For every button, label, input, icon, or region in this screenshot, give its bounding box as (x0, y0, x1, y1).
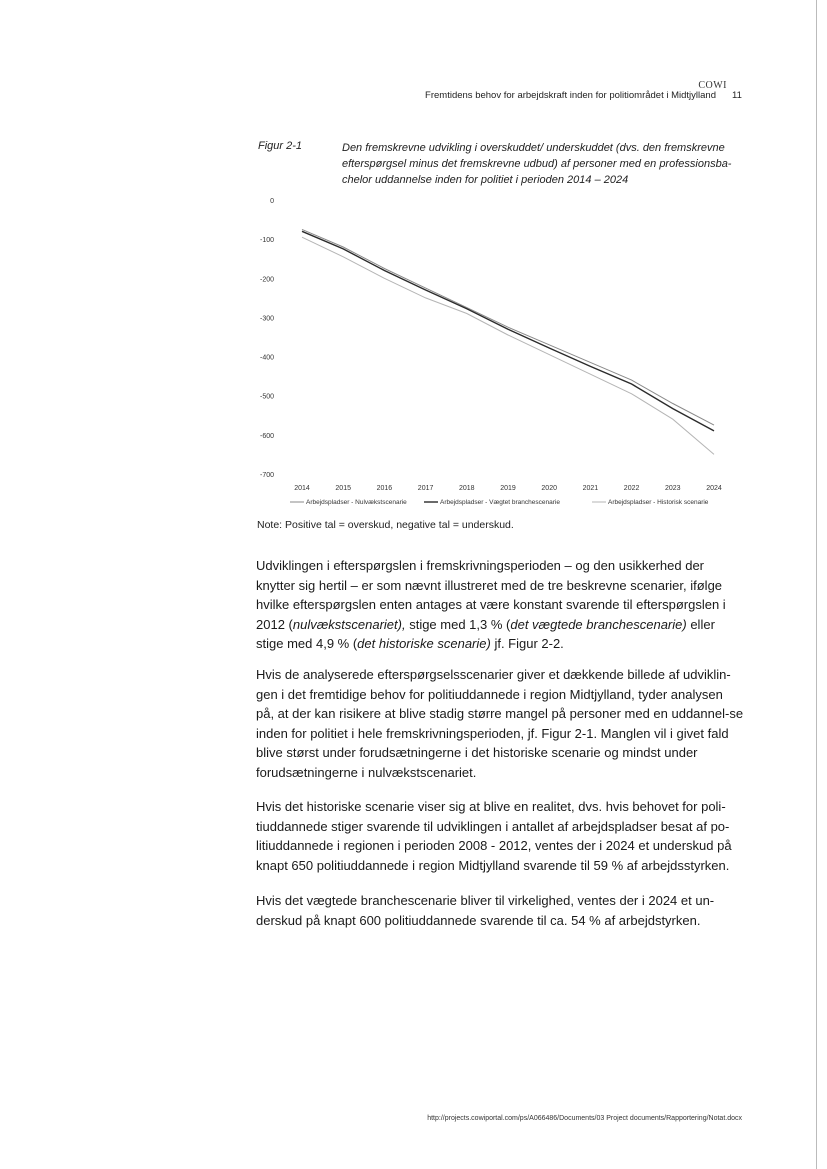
legend-label-1: Arbejdspladser - Nulvækstscenarie (306, 499, 407, 506)
x-tick-label: 2023 (665, 485, 681, 492)
y-tick-label: -600 (259, 432, 274, 440)
footer-document-path: http://projects.cowiportal.com/ps/A066486/Documents/03 Project documents/Rapportering/Notat.docx (427, 1115, 742, 1122)
page-number: 11 (732, 90, 742, 101)
line-chart (240, 188, 740, 518)
x-tick-label: 2018 (459, 485, 475, 492)
paragraph-scenarios (256, 556, 744, 654)
paragraph-historical-scenario: Hvis det historiske scenarie viser sig at blive en realitet, dvs. hvis behovet for poli-tiuddannede stiger svarende til udviklingen i antallet af arbejdspladser besat af po-litiuddannede i regionen i perioden 2008 - 2012, ventes der i 2024 et underskud på knapt 650 politiuddannede i region Midtjylland svarende til 59 % af arbejdsstyrken. (256, 799, 732, 873)
y-tick-label: -300 (259, 315, 274, 323)
p1-text-3: eller stige med 4,9 % ( (256, 616, 715, 651)
p1-text-4: jf. Figur 2-2. (490, 636, 564, 651)
figure-note: Note: Positive tal = overskud, negative tal = underskud. (257, 519, 514, 531)
p1-text-2: stige med 1,3 % ( (405, 616, 511, 632)
x-tick-label: 2022 (623, 485, 640, 492)
x-tick-label: 2019 (500, 485, 516, 492)
y-tick-label: 0 (270, 198, 274, 205)
x-tick-label: 2017 (417, 485, 434, 492)
x-tick-label: 2021 (582, 485, 599, 492)
y-tick-label: -200 (259, 276, 274, 284)
x-tick-label: 2024 (706, 485, 722, 492)
p1-italic-vaegtet: det vægtede branchescenarie) (510, 616, 687, 632)
scan-edge-line (816, 0, 817, 1169)
y-tick-label: -500 (259, 393, 274, 401)
series-line-2 (302, 231, 714, 431)
y-tick-label: -400 (259, 354, 274, 362)
x-tick-label: 2020 (541, 485, 557, 492)
legend-label-3: Arbejdspladser - Historisk scenarie (608, 499, 709, 506)
p1-italic-nulvaekst: nulvækstscenariet), (292, 616, 406, 632)
figure-caption: Den fremskrevne udvikling i overskuddet/ underskuddet (dvs. den fremskrevne efterspørgsel minus det fremskrevne udbud) af personer med en professionsba-chelor uddannelse inden for politiet i perioden 2014 – 2024 (342, 142, 732, 186)
x-tick-label: 2016 (376, 485, 393, 492)
paragraph-weighted-scenario: Hvis det vægtede branchescenarie bliver til virkelighed, ventes der i 2024 et un-derskud på knapt 600 politiuddannede svarende til ca. 54 % af arbejdstyrken. (256, 893, 715, 928)
running-header-title: Fremtidens behov for arbejdskraft inden for politiområdet i Midtjylland (425, 90, 716, 101)
p1-italic-historisk: det historiske scenarie) (357, 636, 491, 651)
p1-text-1: Udviklingen i efterspørgslen i fremskrivningsperioden – og den usikkerhed der knytter sig hertil – er som nævnt illustreret med de tre beskrevne scenarier, ifølge hvilke efterspørgslen enten antages at være konstant svarende til efterspørgslen i 2012 ( (256, 558, 726, 632)
x-tick-label: 2014 (294, 485, 310, 492)
figure-label: Figur 2-1 (258, 140, 303, 152)
y-tick-label: -700 (259, 472, 274, 479)
legend-label-2: Arbejdspladser - Vægtet branchescenarie (440, 499, 560, 506)
company-logo: COWI (698, 80, 727, 91)
x-tick-label: 2015 (335, 485, 351, 492)
paragraph-analysis: Hvis de analyserede efterspørgselsscenarier giver et dækkende billede af udviklin-gen i det fremtidige behov for politiuddannede i region Midtjylland, tyder analysen på, at der kan risikere at blive stadig større mangel på personer med en uddannel-se inden for politiet i hele fremskrivningsperioden, jf. Figur 2-1. Manglen vil i givet fald blive størst under forudsætningerne i det historiske scenarie og mindst under forudsætningerne i nulvækstscenariet. (256, 667, 744, 780)
y-tick-label: -100 (259, 237, 274, 245)
series-line-3 (302, 237, 714, 454)
